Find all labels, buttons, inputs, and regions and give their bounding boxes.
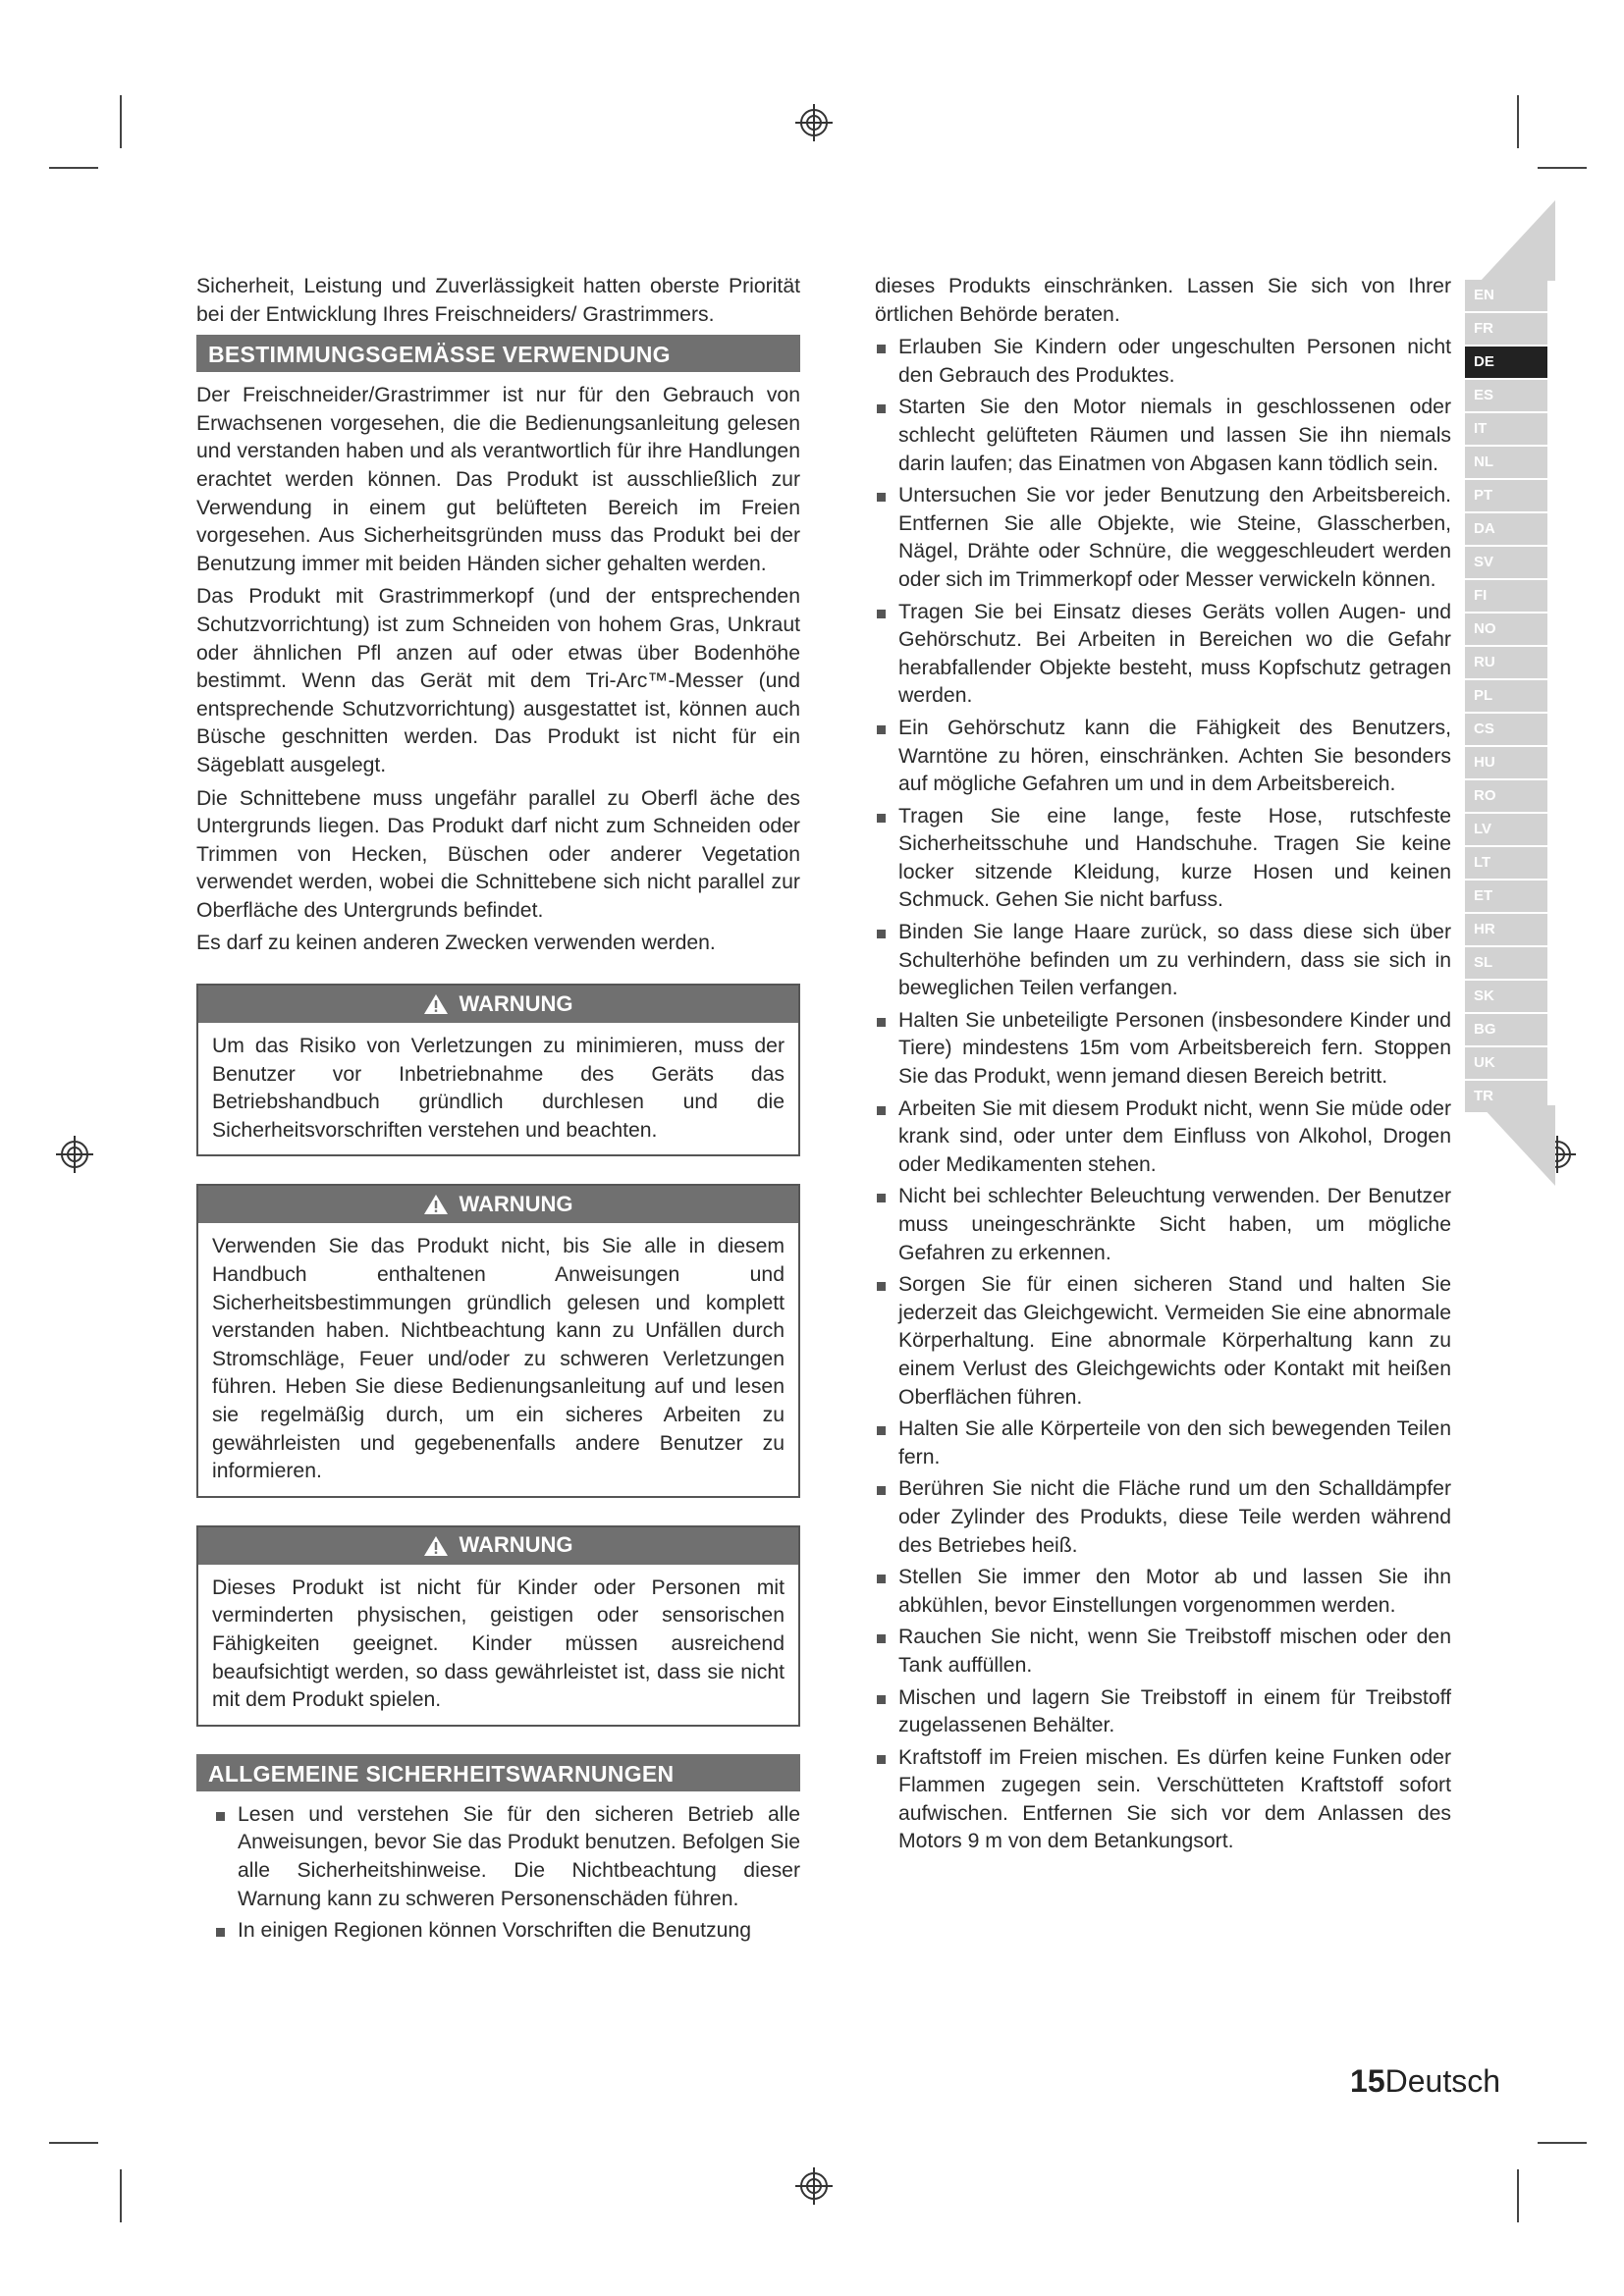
- crop-mark: [49, 167, 98, 169]
- language-tab-et[interactable]: ET: [1465, 881, 1547, 912]
- safety-list-item: [875, 1684, 1451, 1740]
- language-tab-fi[interactable]: FI: [1465, 580, 1547, 612]
- warning-header: [198, 986, 798, 1023]
- intro-paragraph: Sicherheit, Leistung und Zuverlässigkeit hatten oberste Priorität bei der Entwicklung Ihres Freischneiders/ Grastrimmers.: [196, 275, 800, 326]
- language-tab-sl[interactable]: SL: [1465, 947, 1547, 979]
- list-item-text: Kraftstoff im Freien mischen. Es dürfen keine Funken oder Flammen zugegen sein. Verschütteten Kraftstoff sofort aufwischen. Entfernen Sie sich vor dem Anlassen des Motors 9 m von dem Betankungsort.: [898, 1745, 1451, 1853]
- page-footer: [1350, 2063, 1500, 2100]
- safety-list-item: [875, 334, 1451, 390]
- safety-list-item: [875, 1183, 1451, 1267]
- safety-list-item: [875, 1271, 1451, 1412]
- safety-list-item: [875, 1095, 1451, 1180]
- bullet-square-icon: [877, 1106, 886, 1115]
- warning-triangle-icon: [423, 1535, 449, 1557]
- language-tab-tr[interactable]: TR: [1465, 1081, 1547, 1112]
- language-tab-lt[interactable]: LT: [1465, 847, 1547, 879]
- list-item-text: Halten Sie unbeteiligte Personen (insbesondere Kinder und Tiere) mindestens 15m vom Arbeitsbereich fern. Stoppen Sie das Produkt, wenn jemand diesen Bereich betritt.: [898, 1008, 1451, 1089]
- warning-text: Dieses Produkt ist nicht für Kinder oder Personen mit verminderten physischen, geistigen oder sensorischen Fähigkeiten geeignet. Kinder müssen ausreichend beaufsichtigt werden, so dass gewährleistet ist, dass sie nicht mit dem Produkt spielen.: [212, 1575, 785, 1712]
- bullet-square-icon: [216, 1928, 225, 1937]
- list-item-text: Tragen Sie bei Einsatz dieses Geräts vollen Augen- und Gehörschutz. Bei Arbeiten in Bereichen wo die Gefahr herabfallender Objekte besteht, muss Kopfschutz getragen werden.: [898, 600, 1451, 708]
- warning-box: [196, 1184, 800, 1497]
- crop-mark: [120, 95, 122, 148]
- language-tab-it[interactable]: IT: [1465, 413, 1547, 445]
- warning-title: WARNUNG: [459, 990, 573, 1016]
- bullet-square-icon: [877, 725, 886, 734]
- warning-box: [196, 984, 800, 1156]
- safety-list-item: [875, 1475, 1451, 1560]
- list-item-text: Ein Gehörschutz kann die Fähigkeit des Benutzers, Warntöne zu hören, einschränken. Achten Sie besonders auf mögliche Gefahren um und in dem Arbeitsbereich.: [898, 716, 1451, 796]
- bullet-square-icon: [877, 1695, 886, 1704]
- crop-mark: [1517, 2169, 1519, 2222]
- list-item-text: Arbeiten Sie mit diesem Produkt nicht, wenn Sie müde oder krank sind, oder unter dem Einfluss von Alkohol, Drogen oder Medikamenten stehen.: [898, 1096, 1451, 1176]
- language-tab-da[interactable]: DA: [1465, 513, 1547, 545]
- language-tab-nl[interactable]: NL: [1465, 447, 1547, 478]
- section-heading-general-safety: ALLGEMEINE SICHERHEITSWARNUNGEN: [196, 1754, 800, 1791]
- warning-title: WARNUNG: [459, 1532, 573, 1558]
- crop-mark: [1538, 2142, 1587, 2144]
- bullet-square-icon: [877, 610, 886, 618]
- list-item-text: Binden Sie lange Haare zurück, so dass diese sich über Schulterhöhe befinden um zu verhindern, dass sie sich in beweglichen Teilen verfangen.: [898, 921, 1451, 1000]
- safety-list-item: [875, 1624, 1451, 1680]
- registration-mark-icon: [795, 2167, 833, 2205]
- warning-box: [196, 1525, 800, 1727]
- language-tab-lv[interactable]: LV: [1465, 814, 1547, 845]
- paragraph: Die Schnittebene muss ungefähr parallel zu Oberfl äche des Untergrunds liegen. Das Produkt darf nicht zum Schneiden oder Trimmen von Hecken, Büschen oder anderer Vegetation verwendet werden, wobei die Schnittebene sich nicht parallel zur Oberfläche des Untergrunds befindet.: [196, 786, 800, 922]
- bullet-square-icon: [877, 1634, 886, 1643]
- crop-mark: [1517, 95, 1519, 148]
- safety-list-item: [875, 919, 1451, 1003]
- bullet-square-icon: [877, 814, 886, 823]
- language-tab-cs[interactable]: CS: [1465, 714, 1547, 745]
- list-item-text: Halten Sie alle Körperteile von den sich bewegenden Teilen fern.: [898, 1417, 1451, 1468]
- list-item-text: Untersuchen Sie vor jeder Benutzung den Arbeitsbereich. Entfernen Sie alle Objekte, wie Steine, Glasscherben, Nägel, Drähte oder Schnüre, die weggeschleudert werden oder sich im Trimmerkopf oder Messer verwickeln können.: [898, 484, 1451, 591]
- crop-mark: [49, 2142, 98, 2144]
- crop-mark: [120, 2169, 122, 2222]
- language-tab-uk[interactable]: UK: [1465, 1047, 1547, 1079]
- language-tab-sv[interactable]: SV: [1465, 547, 1547, 578]
- safety-list-left: [214, 1801, 800, 1946]
- safety-list-item: [214, 1917, 800, 1946]
- list-item-text: Erlauben Sie Kindern oder ungeschulten Personen nicht den Gebrauch des Produktes.: [898, 336, 1451, 387]
- right-column: [875, 273, 1451, 1860]
- bullet-square-icon: [877, 1018, 886, 1027]
- language-tab-ro[interactable]: RO: [1465, 780, 1547, 812]
- paragraph: Es darf zu keinen anderen Zwecken verwenden werden.: [196, 932, 716, 955]
- safety-list-item: [875, 1564, 1451, 1620]
- warning-text: Verwenden Sie das Produkt nicht, bis Sie alle in diesem Handbuch enthaltenen Anweisungen und Sicherheitsbestimmungen gründlich gelesen und komplett verstanden haben. Nichtbeachtung kann zu Unfällen durch Stromschläge, Feuer und/oder zu schweren Verletzungen führen. Heben Sie diese Bedienungsanleitung auf und lesen sie regelmäßig durch, um ein sicheres Arbeiten zu gewährleisten und gegebenenfalls andere Benutzer zu informieren.: [212, 1235, 785, 1483]
- registration-mark-icon: [56, 1136, 93, 1173]
- language-tab-bg[interactable]: BG: [1465, 1014, 1547, 1045]
- warning-title: WARNUNG: [459, 1192, 573, 1217]
- language-tab-no[interactable]: NO: [1465, 614, 1547, 645]
- left-column: [196, 273, 800, 1949]
- bullet-square-icon: [877, 1282, 886, 1291]
- language-tab-fr[interactable]: FR: [1465, 313, 1547, 345]
- language-tab-bottom-decoration: [1481, 1105, 1555, 1186]
- section-heading-intended-use: BESTIMMUNGSGEMÄSSE VERWENDUNG: [196, 335, 800, 372]
- registration-mark-icon: [795, 104, 833, 141]
- crop-mark: [1538, 167, 1587, 169]
- safety-list-item: [875, 1415, 1451, 1471]
- safety-list-item: [875, 394, 1451, 478]
- bullet-square-icon: [877, 493, 886, 502]
- list-item-text: Sorgen Sie für einen sicheren Stand und halten Sie jederzeit das Gleichgewicht. Vermeiden Sie eine abnormale Körperhaltung. Eine abnormale Körperhaltung kann zu einem Verlust des Gleichgewichts oder Kontakt mit heißen Oberflächen führen.: [898, 1273, 1451, 1409]
- warning-header: [198, 1186, 798, 1223]
- paragraph: Das Produkt mit Grastrimmerkopf (und der entsprechenden Schutzvorrichtung) ist zum Schneiden von hohem Gras, Unkraut oder ähnlichen Pfl anzen auf oder etwas über Bodenhöhe bestimmt. Wenn das Gerät mit dem Tri-Arc™-Messer (und entsprechende Schutzvorrichtung) ausgestattet ist, können auch Büsche geschnitten werden. Das Produkt ist nicht für ein Sägeblatt ausgelegt.: [196, 585, 800, 776]
- safety-list-item: [875, 715, 1451, 799]
- language-tab-en[interactable]: EN: [1465, 280, 1547, 311]
- language-tab-pl[interactable]: PL: [1465, 680, 1547, 712]
- page-number: 15: [1350, 2063, 1385, 2099]
- bullet-square-icon: [216, 1812, 225, 1821]
- language-tab-hr[interactable]: HR: [1465, 914, 1547, 945]
- list-item-text: Nicht bei schlechter Beleuchtung verwenden. Der Benutzer muss uneingeschränkte Sicht haben, um mögliche Gefahren zu erkennen.: [898, 1185, 1451, 1264]
- list-item-text: Rauchen Sie nicht, wenn Sie Treibstoff mischen oder den Tank auffüllen.: [898, 1626, 1451, 1677]
- bullet-square-icon: [877, 1486, 886, 1495]
- safety-list-item: [875, 599, 1451, 711]
- bullet-square-icon: [877, 930, 886, 938]
- safety-list-item: [875, 482, 1451, 594]
- bullet-square-icon: [877, 1575, 886, 1583]
- warning-triangle-icon: [423, 1194, 449, 1215]
- language-tab-hu[interactable]: HU: [1465, 747, 1547, 778]
- language-tab-ru[interactable]: RU: [1465, 647, 1547, 678]
- list-item-text: Berühren Sie nicht die Fläche rund um den Schalldämpfer oder Zylinder des Produkts, diese Teile werden während des Betriebes heiß.: [898, 1477, 1451, 1557]
- language-tab-de[interactable]: DE: [1465, 347, 1547, 378]
- language-tab-pt[interactable]: PT: [1465, 480, 1547, 511]
- language-tab-sk[interactable]: SK: [1465, 981, 1547, 1012]
- list-item-text: Mischen und lagern Sie Treibstoff in einem für Treibstoff zugelassenen Behälter.: [898, 1685, 1451, 1737]
- bullet-square-icon: [877, 1426, 886, 1435]
- safety-list-right: [875, 334, 1451, 1856]
- warning-triangle-icon: [423, 993, 449, 1015]
- continued-paragraph: dieses Produkts einschränken. Lassen Sie sich von Ihrer örtlichen Behörde beraten.: [875, 275, 1451, 326]
- list-item-text: Stellen Sie immer den Motor ab und lassen Sie ihn abkühlen, bevor Einstellungen vorgenommen werden.: [898, 1566, 1451, 1617]
- safety-list-item: [875, 1007, 1451, 1092]
- language-tabs: [1465, 280, 1547, 1114]
- bullet-square-icon: [877, 404, 886, 413]
- language-tab-es[interactable]: ES: [1465, 380, 1547, 411]
- list-item-text: Starten Sie den Motor niemals in geschlossenen oder schlecht gelüfteten Räumen und lassen Sie ihn niemals darin laufen; das Einatmen von Abgasen kann tödlich sein.: [898, 396, 1451, 475]
- list-item-text: Lesen und verstehen Sie für den sicheren Betrieb alle Anweisungen, bevor Sie das Produkt benutzen. Befolgen Sie alle Sicherheitshinweise. Die Nichtbeachtung dieser Warnung kann zu schweren Personenschäden führen.: [238, 1802, 800, 1910]
- bullet-square-icon: [877, 1755, 886, 1764]
- language-tab-top-decoration: [1481, 200, 1555, 281]
- warning-header: [198, 1527, 798, 1565]
- list-item-text: Tragen Sie eine lange, feste Hose, rutschfeste Sicherheitsschuhe und Handschuhe. Tragen Sie keine locker sitzende Kleidung, kurze Hosen und keinen Schmuck. Gehen Sie nicht barfuss.: [898, 804, 1451, 912]
- safety-list-item: [875, 803, 1451, 915]
- bullet-square-icon: [877, 345, 886, 353]
- list-item-text: In einigen Regionen können Vorschriften die Benutzung: [238, 1919, 752, 1943]
- bullet-square-icon: [877, 1194, 886, 1202]
- paragraph: Der Freischneider/Grastrimmer ist nur für den Gebrauch von Erwachsenen vorgesehen, die die Bedienungsanleitung gelesen und verstanden haben und als verantwortlich für ihre Handlungen erachtet werden können. Das Produkt ist ausschließlich zur Verwendung in einem gut belüfteten Bereich im Freien vorgesehen. Aus Sicherheitsgründen muss das Produkt bei der Benutzung immer mit beiden Händen sicher gehalten werden.: [196, 384, 800, 575]
- footer-language: Deutsch: [1384, 2063, 1500, 2099]
- safety-list-item: [214, 1801, 800, 1913]
- safety-list-item: [875, 1744, 1451, 1856]
- warning-text: Um das Risiko von Verletzungen zu minimieren, muss der Benutzer vor Inbetriebnahme des Geräts das Betriebshandbuch gründlich durchlesen und die Sicherheitsvorschriften verstehen und beachten.: [212, 1035, 785, 1142]
